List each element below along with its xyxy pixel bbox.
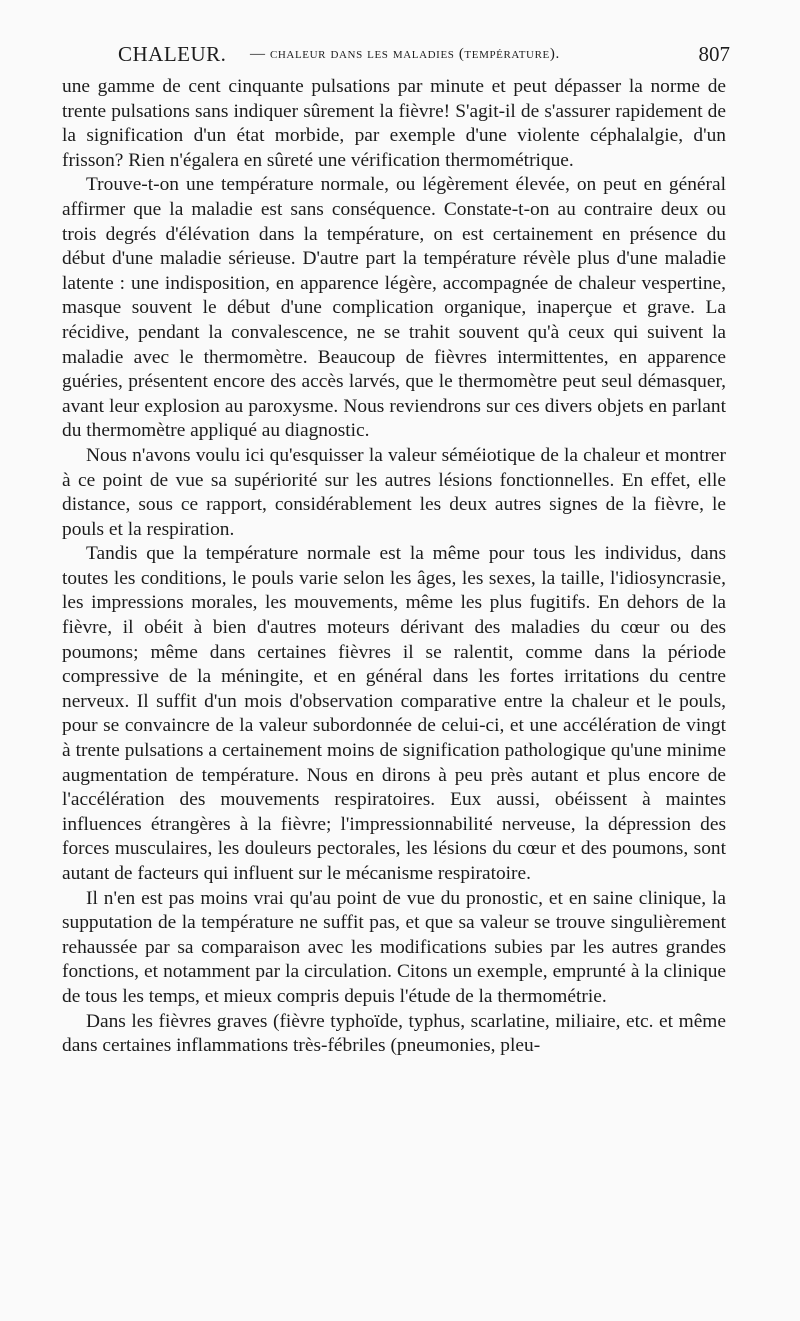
body-text (62, 75, 726, 1059)
paragraph-fievres-graves: Dans les fièvres graves (fièvre typhoïde, typhus, scarlatine, miliaire, etc. et même dans certaines inflammations très-fébriles (pneumonies, pleu- (62, 1010, 726, 1057)
paragraph-valeur-semeiotique: Nous n'avons voulu ici qu'esquisser la valeur séméiotique de la chaleur et montrer à ce point de vue sa supériorité sur les autres lésions fonctionnelles. En effet, elle distance, sous ce rapport, considérablement les deux autres signes de la fièvre, le pouls et la respiration. (62, 444, 726, 540)
running-header (60, 42, 730, 70)
paragraph-temperature-normale: Trouve-t-on une température normale, ou légèrement élevée, on peut en général affirmer que la maladie est sans conséquence. Constate-t-on au contraire deux ou trois degrés d'élévation dans la température, on est certainement en présence du début d'une maladie sérieuse. D'autre part la température révèle plus d'une maladie latente : une indisposition, en apparence légère, accompagnée de chaleur vespertine, masque souvent le début d'une complication organique, inaperçue et grave. La récidive, pendant la convalescence, ne se trahit souvent qu'à ceux qui suivent la maladie avec le thermomètre. Beaucoup de fièvres intermittentes, en apparence guéries, présentent encore des accès larvés, que le thermomètre peut seul démasquer, avant leur explosion au paroxysme. Nous reviendrons sur ces divers objets en parlant du thermomètre appliqué au diagnostic. (62, 174, 726, 442)
header-section-title: — chaleur dans les maladies (température). (250, 46, 560, 62)
page-number: 807 (698, 42, 730, 66)
header-title: CHALEUR. (118, 42, 227, 66)
paragraph-pouls-respiration: Tandis que la température normale est la même pour tous les individus, dans toutes les conditions, le pouls varie selon les âges, les sexes, la taille, l'idiosyncrasie, les impressions morales, les mouvements, même les plus fugitifs. En dehors de la fièvre, il obéit à bien d'autres moteurs dérivant des maladies du cœur ou des poumons; même dans certaines fièvres il se ralentit, comme dans la période compressive de la méningite, et en général dans les fortes irritations du centre nerveux. Il suffit d'un mois d'observation comparative entre la chaleur et le pouls, pour se convaincre de la valeur subordonnée de celui-ci, et une accélération de vingt à trente pulsations a certainement moins de signification pathologique qu'une minime augmentation de température. Nous en dirons à peu près autant et plus encore de l'accélération des mouvements respiratoires. Eux aussi, obéissent à maintes influences étrangères à la fièvre; l'impressionnabilité nerveuse, la dépression des forces musculaires, les douleurs pectorales, les lésions du cœur et des poumons, sont autant de facteurs qui influent sur le mécanisme respiratoire. (62, 543, 726, 884)
paragraph-continued: une gamme de cent cinquante pulsations par minute et peut dépasser la norme de trente pulsations sans indiquer sûrement la fièvre! S'agit-il de s'assurer rapidement de la signification d'un état morbide, par exemple d'une violente céphalalgie, d'un frisson? Rien n'égalera en sûreté une vérification thermométrique. (62, 76, 726, 171)
paragraph-pronostic: Il n'en est pas moins vrai qu'au point de vue du pronostic, et en saine clinique, la supputation de la température ne suffit pas, et que sa valeur se trouve singulièrement rehaussée par sa comparaison avec les modifications subies par les autres grandes fonctions, et notamment par la circulation. Citons un exemple, emprunté à la clinique de tous les temps, et mieux compris depuis l'étude de la thermométrie. (62, 887, 726, 1007)
